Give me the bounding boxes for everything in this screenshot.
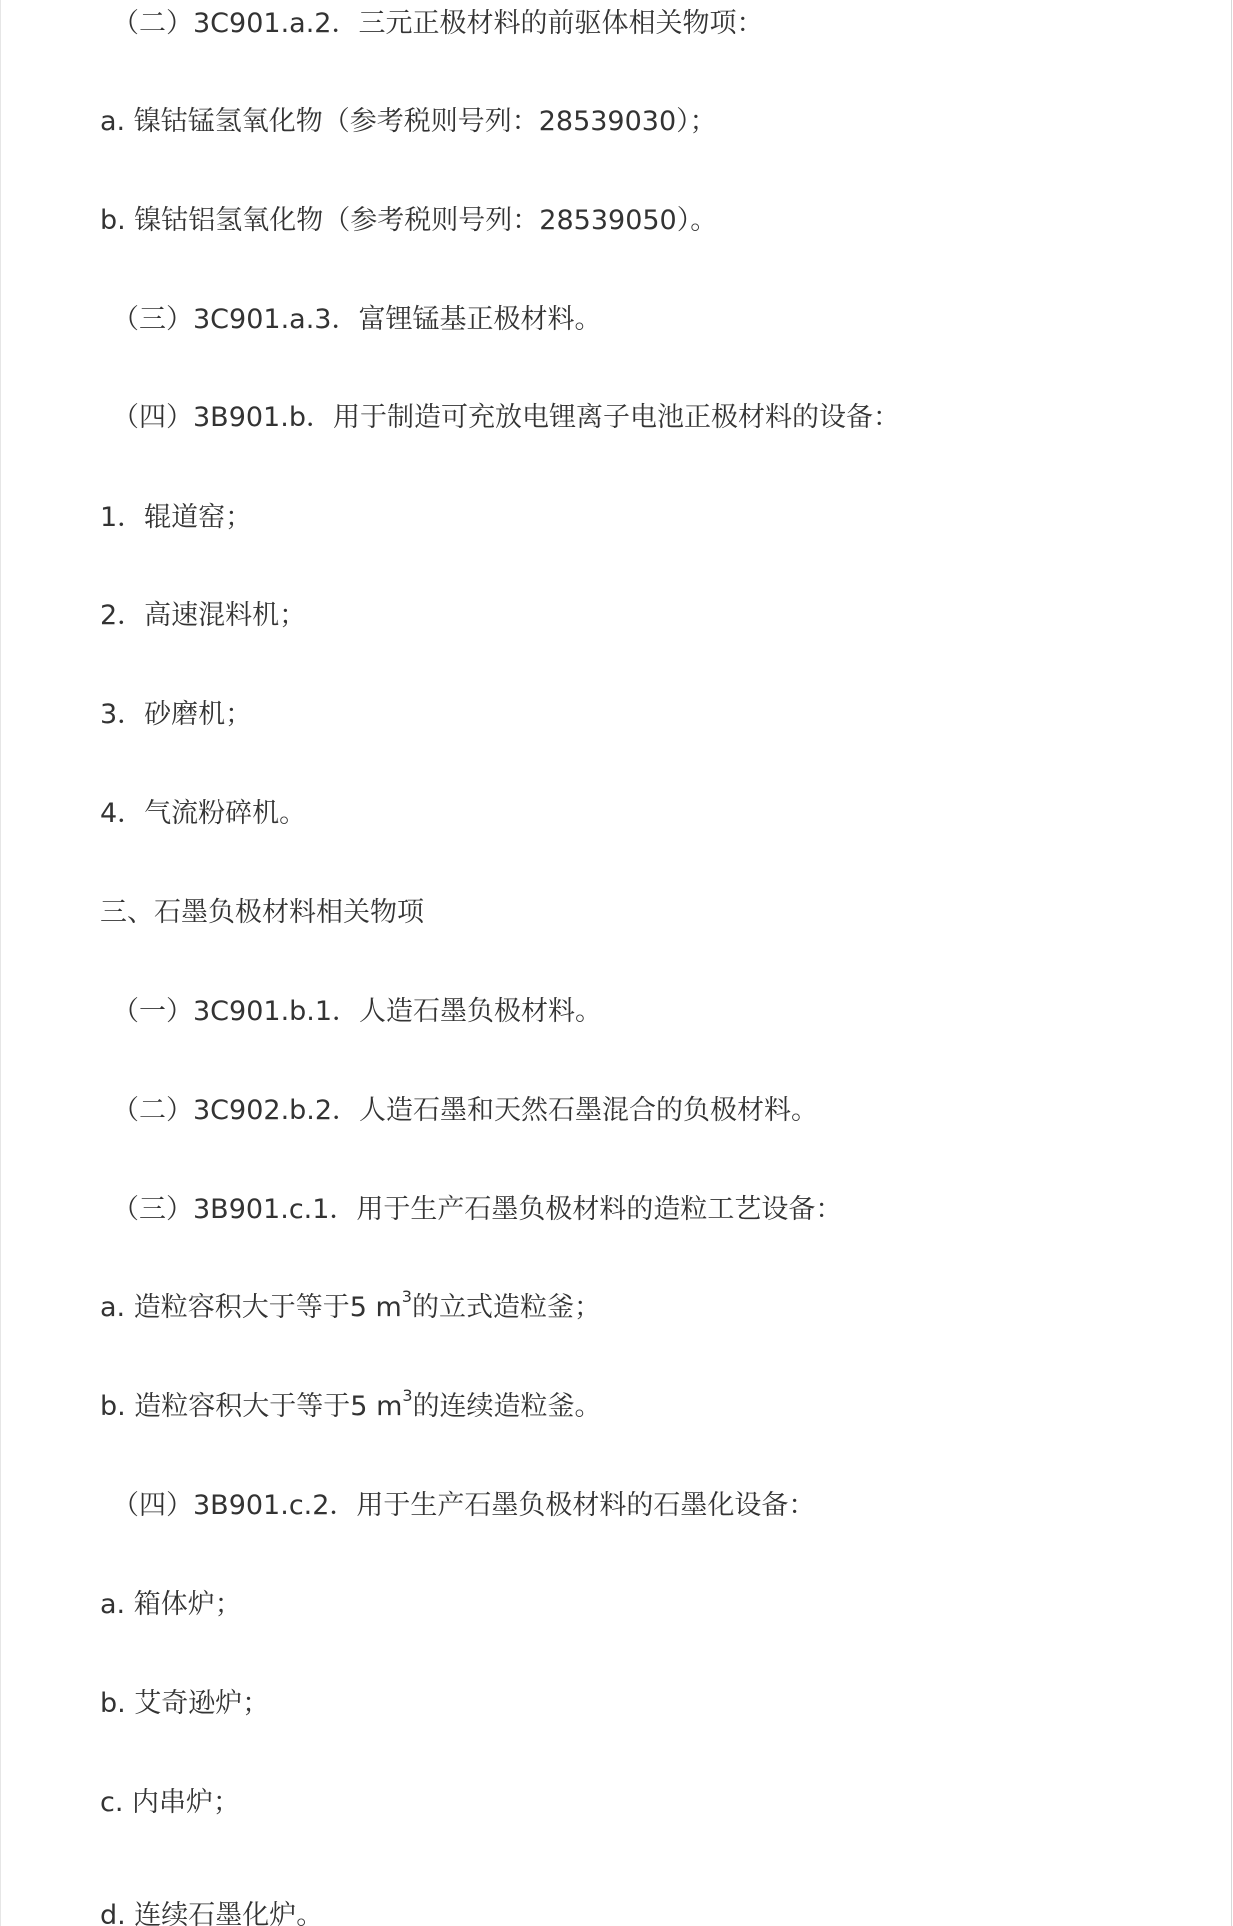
paragraph-list-item-3: 3．砂磨机； xyxy=(100,699,253,730)
paragraph-cut-off-bottom: d. 连续石墨化炉。 xyxy=(100,1900,324,1926)
paragraph-graphitization-equipment-heading: （四）3B901.c.2．用于生产石墨负极材料的石墨化设备： xyxy=(112,1490,816,1521)
paragraph-continuous-granulation-kettle xyxy=(100,1386,602,1425)
text-after-superscript: 的连续造粒釜。 xyxy=(412,1391,602,1422)
paragraph-artificial-graphite: （一）3C901.b.1．人造石墨负极材料。 xyxy=(112,996,603,1027)
paragraph-cathode-equipment-heading: （四）3B901.b．用于制造可充放电锂离子电池正极材料的设备： xyxy=(112,402,900,433)
paragraph-item-a: a. 镍钴锰氢氧化物（参考税则号列：28539030）； xyxy=(100,106,717,137)
paragraph-vertical-granulation-kettle xyxy=(100,1287,601,1326)
superscript-cube: 3 xyxy=(402,1386,413,1405)
paragraph-lithium-rich-heading: （三）3C901.a.3．富锂锰基正极材料。 xyxy=(112,304,602,335)
paragraph-acheson-furnace: b. 艾奇逊炉； xyxy=(100,1688,270,1719)
paragraph-item-b: b. 镍钴铝氢氧化物（参考税则号列：28539050）。 xyxy=(100,205,718,236)
paragraph-list-item-1: 1．辊道窑； xyxy=(100,502,253,533)
paragraph-list-item-4: 4．气流粉碎机。 xyxy=(100,798,307,829)
paragraph-mixed-graphite: （二）3C902.b.2．人造石墨和天然石墨混合的负极材料。 xyxy=(112,1095,819,1126)
paragraph-ternary-precursor-heading: （二）3C901.a.2．三元正极材料的前驱体相关物项： xyxy=(112,8,764,39)
section-heading-graphite-anode: 三、石墨负极材料相关物项 xyxy=(100,897,424,928)
superscript-cube: 3 xyxy=(401,1287,412,1306)
text-after-superscript: 的立式造粒釜； xyxy=(411,1292,601,1323)
paragraph-list-item-2: 2．高速混料机； xyxy=(100,600,307,631)
text-before-superscript: b. 造粒容积大于等于5 m xyxy=(100,1391,403,1422)
paragraph-granulation-equipment-heading: （三）3B901.c.1．用于生产石墨负极材料的造粒工艺设备： xyxy=(112,1194,843,1225)
text-before-superscript: a. 造粒容积大于等于5 m xyxy=(100,1292,402,1323)
page-left-border xyxy=(0,0,1,1926)
paragraph-box-furnace: a. 箱体炉； xyxy=(100,1589,242,1620)
page-right-border xyxy=(1231,0,1232,1926)
paragraph-inner-series-furnace: c. 内串炉； xyxy=(100,1787,241,1818)
